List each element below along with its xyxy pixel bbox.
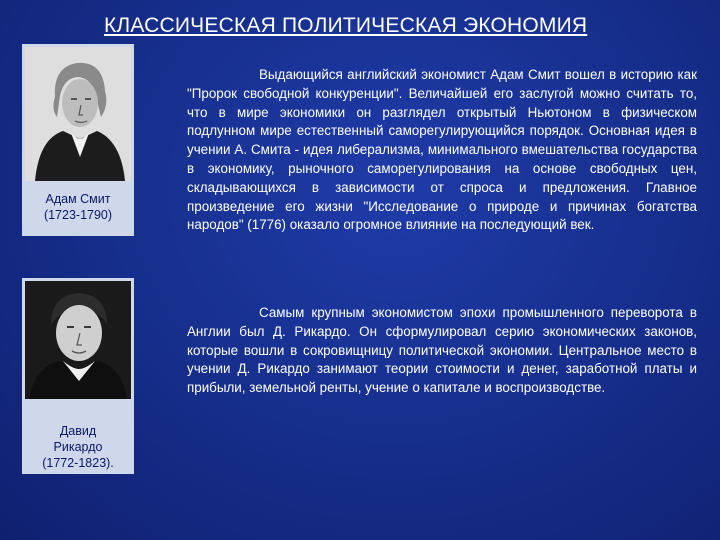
portrait-caption-smith (22, 191, 134, 223)
paragraph-smith (187, 66, 697, 235)
portrait-name-ricardo-line2: Рикардо (53, 440, 103, 454)
paragraph-ricardo (187, 304, 697, 398)
portrait-image-ricardo (25, 281, 131, 399)
portrait-name-ricardo-line1: Давид (59, 424, 97, 438)
portrait-card-ricardo (22, 278, 134, 474)
portrait-card-smith (22, 44, 134, 236)
paragraph-smith-text: Выдающийся английский экономист Адам Смит вошел в историю как "Пророк свободной конкуренции". Величайшей его заслугой можно считать то, что в мире экономики он разглядел открытый Ньютоном в физическом подлунном мире естественный саморегулирующийся порядок. Основная идея в учении А. Смита - идея либерализма, минимального вмешательства государства в экономику, рыночного саморегулирования на основе свободных цен, складывающихся в зависимости от спроса и предложения. Главное произведение его жизни "Исследование о природе и причинах богатства народов" (1776) оказало огромное влияние на последующий век. (187, 67, 697, 233)
portrait-name-smith: Адам Смит (45, 192, 111, 206)
portrait-caption-ricardo (22, 423, 134, 471)
portrait-years-smith: (1723-1790) (43, 208, 113, 222)
portrait-years-ricardo: (1772-1823). (42, 456, 114, 470)
portrait-image-smith (25, 47, 131, 181)
slide-title: КЛАССИЧЕСКАЯ ПОЛИТИЧЕСКАЯ ЭКОНОМИЯ (104, 14, 588, 37)
paragraph-ricardo-text: Самым крупным экономистом эпохи промышленного переворота в Англии был Д. Рикардо. Он сформулировал серию экономических законов, которые вошли в сокровищницу политической экономии. Центральное место в учении Д. Рикардо занимают теории стоимости и денег, заработной платы и прибыли, земельной ренты, учение о капитале и воспроизводстве. (187, 305, 697, 396)
